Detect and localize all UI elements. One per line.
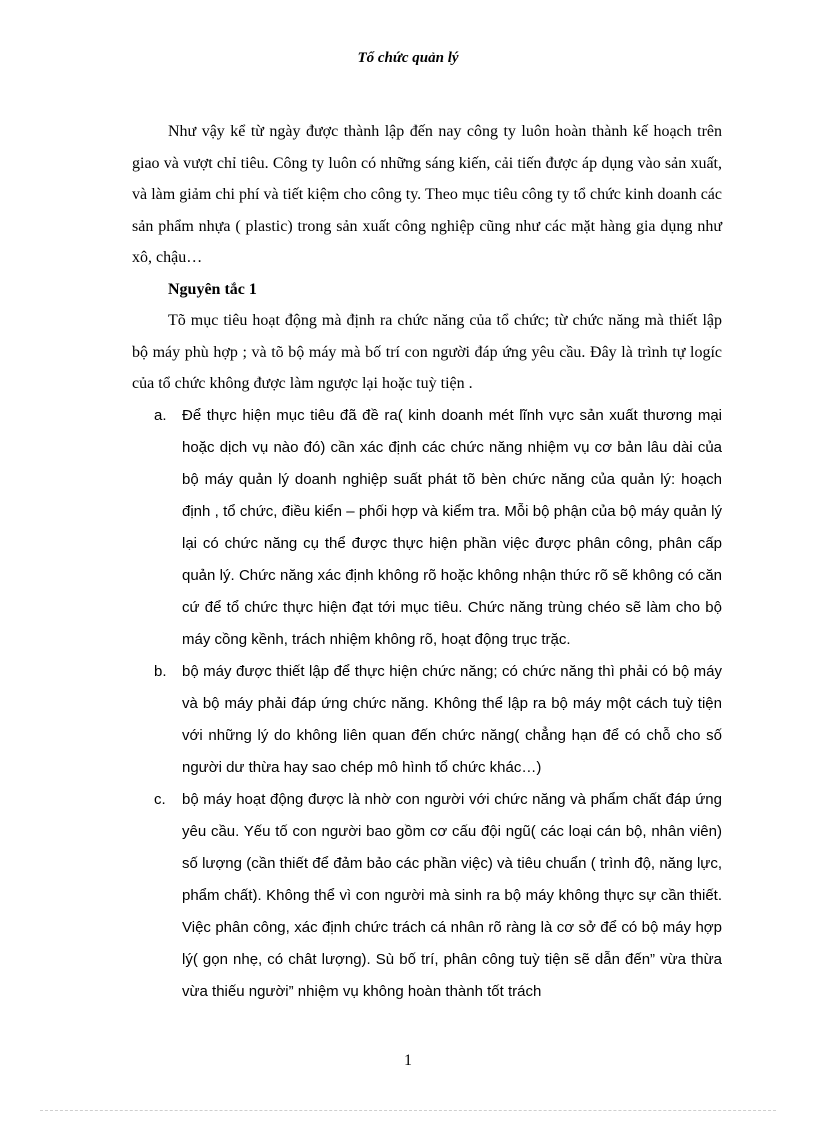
list-item-c-text: bộ máy hoạt động được là nhờ con người với chức năng và phẩm chất đáp ứng yêu cầu. Yếu tố con người bao gồm cơ cấu đội ngũ( các loại cán bộ, nhân viên) số lượng (cần thiết để đảm bảo các phần việc) và tiêu chuẩn ( trình độ, năng lực, phẩm chất). Không thể vì con người mà sinh ra bộ máy không thực sự cần thiết. Việc phân công, xác định chức trách cá nhân rõ ràng là cơ sở để có bộ máy hợp lý( gọn nhẹ, có chât lượng). Sù bố trí, phân công tuỳ tiện sẽ dẫn đến” vừa thừa vừa thiếu người” nhiệm vụ không hoàn thành tốt trách (182, 790, 722, 1000)
list-marker-c: c. (154, 790, 166, 808)
list-marker-b: b. (154, 662, 167, 680)
page-header-title: Tổ chức quản lý (357, 50, 459, 66)
list-item-b-text: bộ máy được thiết lập để thực hiện chức năng; có chức năng thì phải có bộ máy và bộ máy phải đáp ứng chức năng. Không thể lập ra bộ máy một cách tuỳ tiện với những lý do không liên quan đến chức năng( chẳng hạn để có chỗ cho số người dư thừa hay sao chép mô hình tổ chức khác…) (182, 662, 722, 776)
section-heading: Nguyên tắc 1 (168, 280, 257, 298)
list-item-b (132, 656, 722, 784)
principle-paragraph: Tõ mục tiêu hoạt động mà định ra chức năng của tổ chức; từ chức năng mà thiết lập bộ máy phù hợp ; và tõ bộ máy mà bố trí con người đáp ứng yêu cầu. Đây là trình tự logíc của tổ chức không được làm ngược lại hoặc tuỳ tiện . (132, 312, 722, 392)
list-item-c (132, 784, 722, 1008)
list-item-a-text: Để thực hiện mục tiêu đã đề ra( kinh doanh mét lĩnh vực sản xuất thương mại hoặc dịch vụ nào đó) cần xác định các chức năng nhiệm vụ cơ bản lâu dài của bộ máy quản lý doanh nghiệp suất phát tõ bèn chức năng của quản lý: hoạch định , tổ chức, điều kiển – phối hợp và kiểm tra. Mỗi bộ phận của bộ máy quản lý lại có chức năng cụ thể được thực hiện phần việc được phân công, phân cấp quản lý. Chức năng xác định không rõ hoặc không nhận thức rõ sẽ không có căn cứ để tổ chức thực hiện đạt tới mục tiêu. Chức năng trùng chéo sẽ làm cho bộ máy cồng kềnh, trách nhiệm không rõ, hoạt động trục trặc. (182, 406, 722, 648)
document-body (132, 116, 722, 1008)
page-bottom-divider (40, 1110, 776, 1111)
principle-list (132, 400, 722, 1008)
list-marker-a: a. (154, 406, 167, 424)
page-number: 1 (404, 1052, 412, 1069)
list-item-a (132, 400, 722, 656)
intro-paragraph: Như vậy kể từ ngày được thành lập đến nay công ty luôn hoàn thành kế hoạch trên giao và vượt chỉ tiêu. Công ty luôn có những sáng kiến, cải tiến được áp dụng vào sản xuất, và làm giảm chi phí và tiết kiệm cho công ty. Theo mục tiêu công ty tổ chức kinh doanh các sản phẩm nhựa ( plastic) trong sản xuất công nghiệp cũng như các mặt hàng gia dụng như xô, chậu… (132, 123, 722, 266)
